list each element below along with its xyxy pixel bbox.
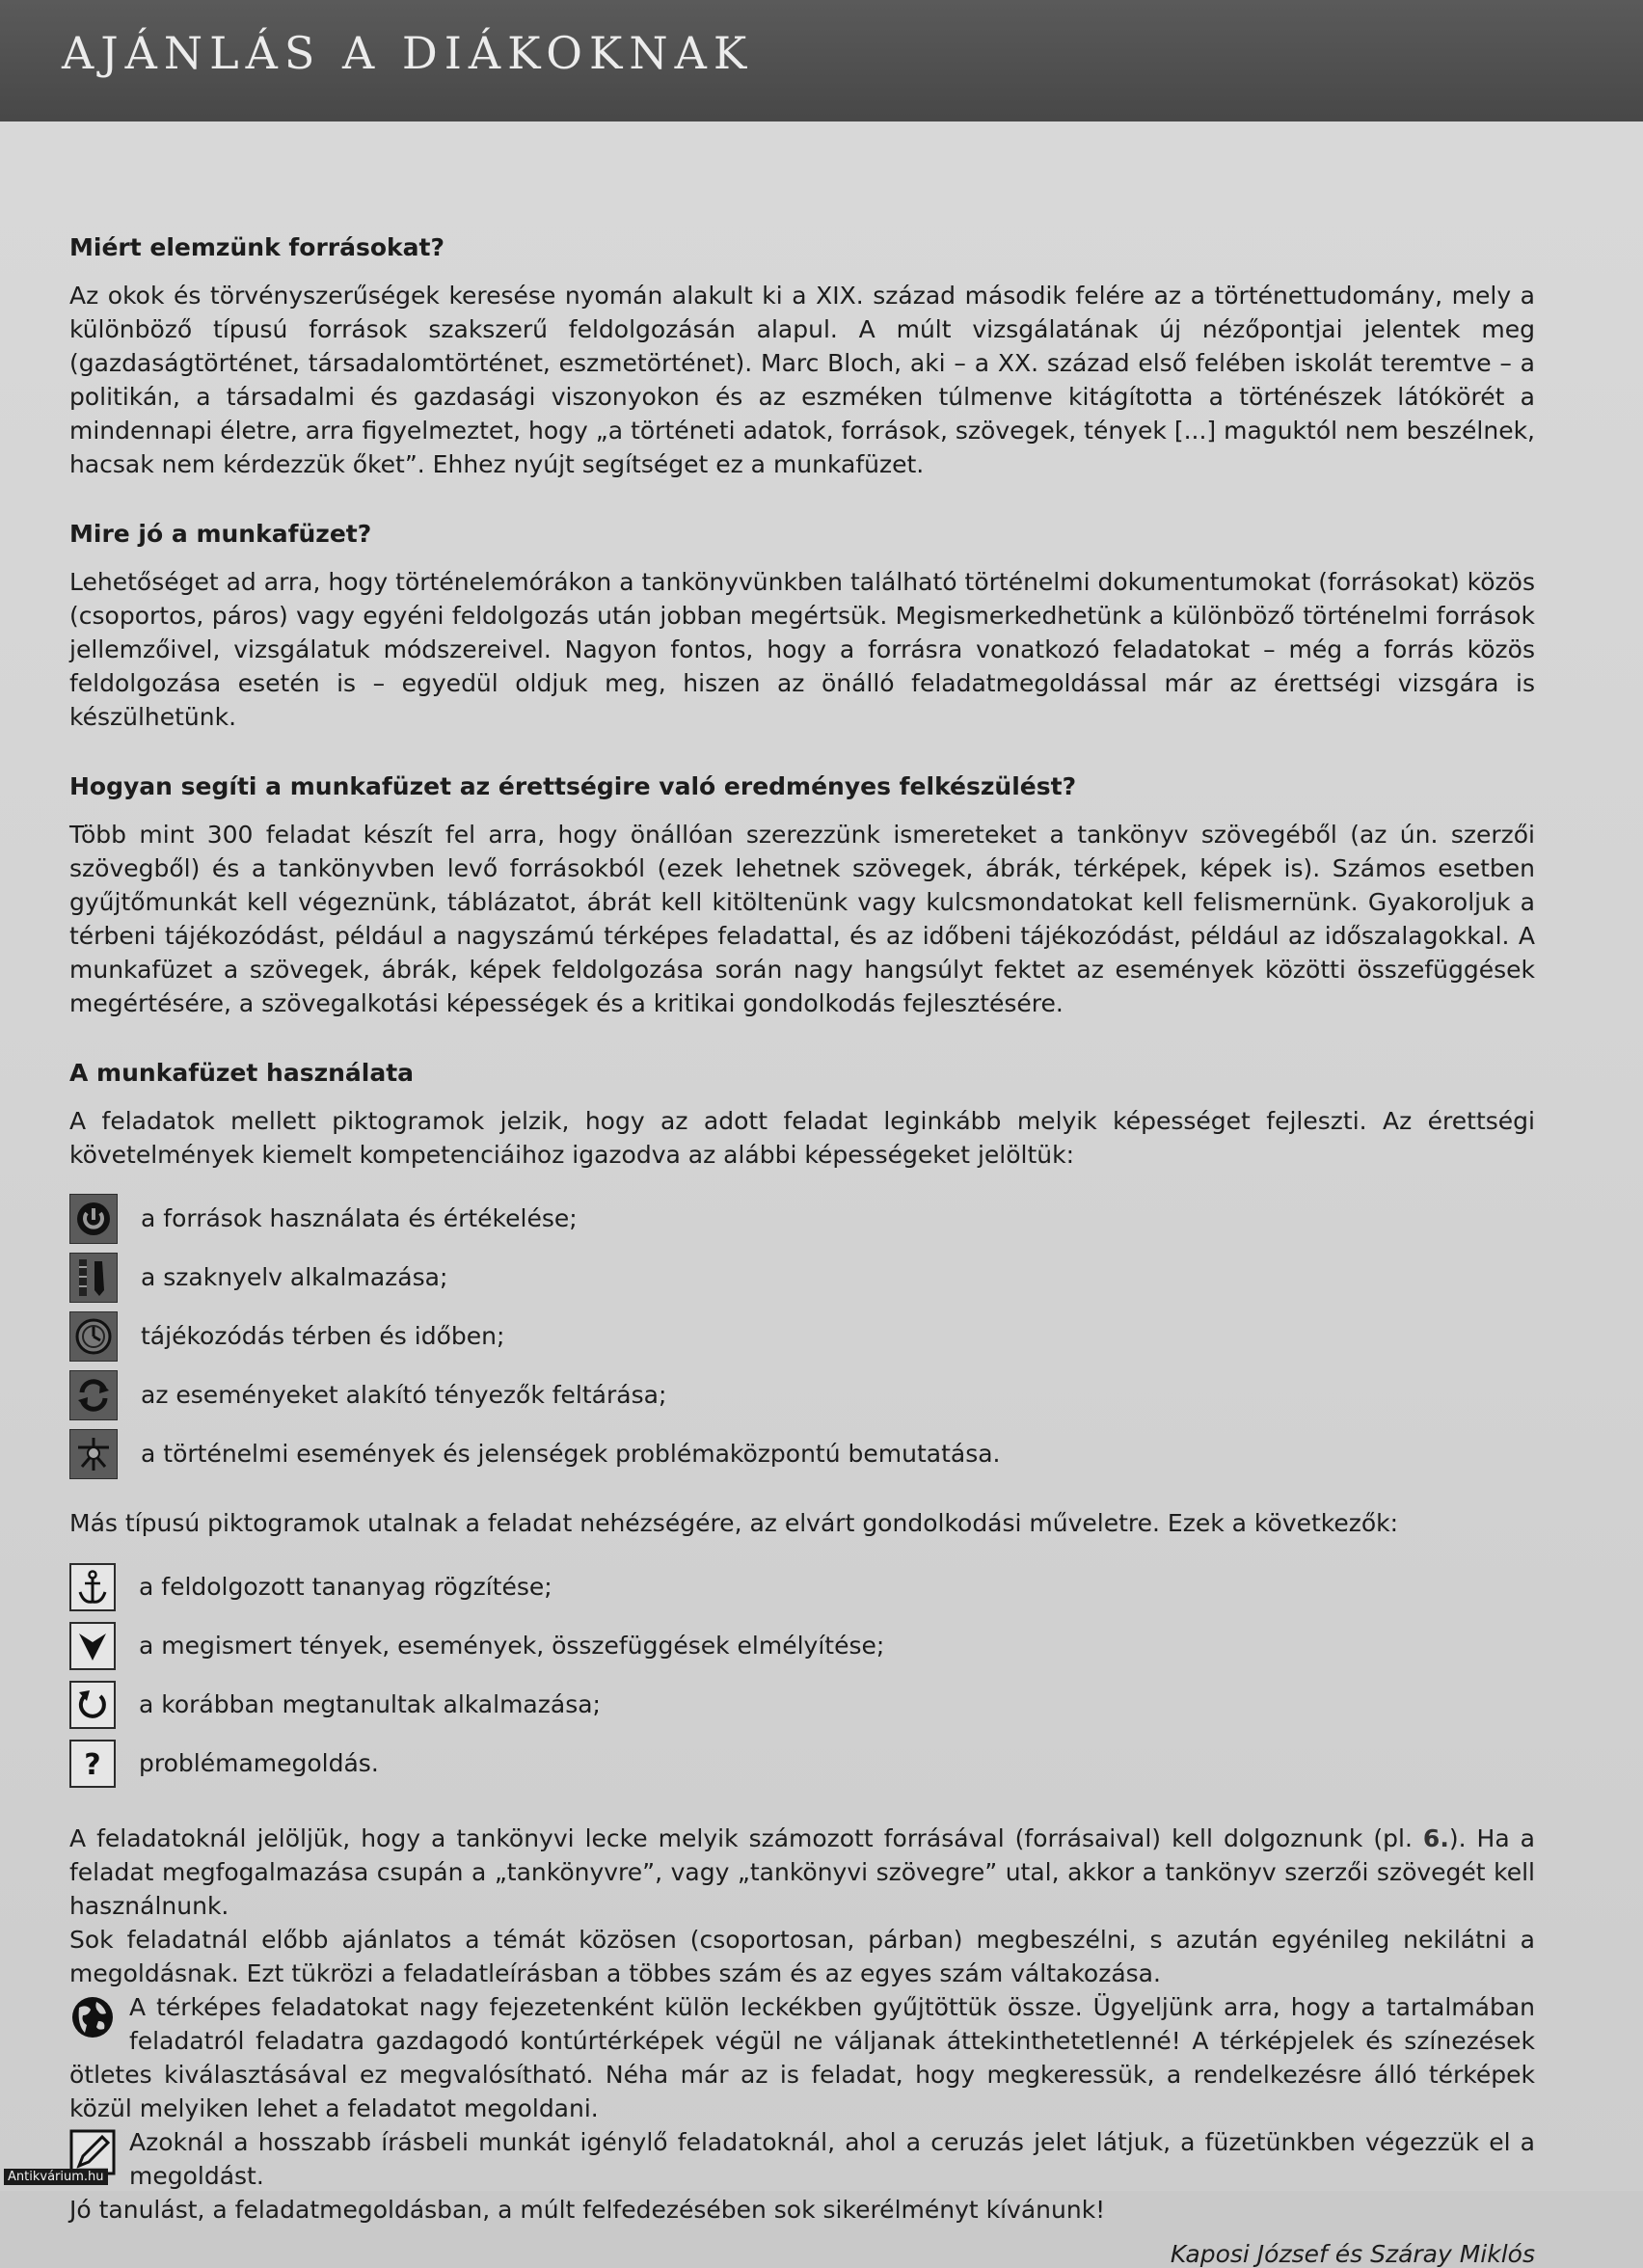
skill-label: a források használata és értékelése; bbox=[141, 1204, 578, 1232]
list-item bbox=[69, 1557, 1535, 1616]
refresh-icon bbox=[69, 1681, 116, 1729]
clock-compass-icon bbox=[69, 1311, 118, 1362]
arrow-down-icon bbox=[69, 1622, 116, 1670]
section-what-for bbox=[69, 520, 1535, 734]
authors-signature: Kaposi József és Száray Miklós bbox=[1170, 2240, 1535, 2268]
cycle-arrows-icon bbox=[69, 1370, 118, 1420]
section-why-sources bbox=[69, 233, 1535, 481]
pen-ruler-icon bbox=[69, 1253, 118, 1303]
section-heading: Hogyan segíti a munkafüzet az érettségire való eredményes felkészülést? bbox=[69, 772, 1077, 800]
globe-icon bbox=[69, 1994, 116, 2040]
header-bar bbox=[0, 0, 1643, 125]
list-item bbox=[69, 1365, 1535, 1424]
section-heading: Mire jó a munkafüzet? bbox=[69, 520, 372, 548]
svg-text:?: ? bbox=[84, 1747, 101, 1781]
note-group-work: Sok feladatnál előbb ajánlatos a témát közösen (csoportosan, párban) megbeszélni, s azután egyénileg nekilátni a megoldásnak. Ezt tükrözi a feladatleírásban a többes szám és az egyes szám váltakozása. bbox=[69, 1926, 1535, 1987]
note-source-numbers: A feladatoknál jelöljük, hogy a tankönyvi lecke melyik számozott forrásával (forrásaival) kell dolgoznunk (pl. 6.). Ha a feladat megfogalmazása csupán a „tankönyvre”, vagy „tankönyvi szövegre” utal, akkor a tankönyv szerzői szövegét kell használnunk. bbox=[69, 1824, 1535, 1920]
note-pencil: Azoknál a hosszabb írásbeli munkát igénylő feladatoknál, ahol a ceruzás jelet látjuk, a füzetünkben végezzük el a megoldást. bbox=[69, 2125, 1535, 2193]
skill-label: az eseményeket alakító tényezők feltárása; bbox=[141, 1381, 667, 1409]
list-item bbox=[69, 1189, 1535, 1248]
page-title: AJÁNLÁS A DIÁKOKNAK bbox=[62, 27, 754, 79]
section-text: Az okok és törvényszerűségek keresése nyomán alakult ki a XIX. század második felére az a történettudomány, mely a különböző típusú források szakszerű feldolgozásán alapul. A múlt vizsgálatának új nézőpontjai jelentek meg (gazdaságtörténet, társadalomtörténet, eszmetörténet). Marc Bloch, aki – a XX. század első felében iskolát teremtve – a politikán, a társadalmi és gazdasági viszonyokon és az eszméken túlmenve kitágította a történészek látókörét a mindennapi életre, arra figyelmeztet, hogy „a történeti adatok, források, szövegek, tények [...] maguktól nem beszélnek, hacsak nem kérdezzük őket”. Ehhez nyújt segítséget ez a munkafüzet. bbox=[69, 282, 1535, 478]
skill-pictogram-list bbox=[69, 1189, 1535, 1483]
section-exam-prep bbox=[69, 772, 1535, 1020]
skill-label: tájékozódás térben és időben; bbox=[141, 1322, 505, 1350]
section-heading: Miért elemzünk forrásokat? bbox=[69, 233, 444, 261]
list-item bbox=[69, 1307, 1535, 1365]
list-item bbox=[69, 1424, 1535, 1483]
note-closing-wish: Jó tanulást, a feladatmegoldásban, a múlt felfedezésében sok sikerélményt kívánunk! bbox=[69, 2196, 1106, 2224]
usage-intro: A feladatok mellett piktogramok jelzik, hogy az adott feladat leginkább melyik képességet fejleszti. Az érettségi követelmények kiemelt kompetenciáihoz igazodva az alábbi képességeket jelöltük: bbox=[69, 1107, 1535, 1169]
level-label: a korábban megtanultak alkalmazása; bbox=[139, 1690, 601, 1718]
list-item bbox=[69, 1734, 1535, 1793]
content bbox=[69, 233, 1535, 2268]
level-label: a megismert tények, események, összefüggések elmélyítése; bbox=[139, 1632, 885, 1660]
level-pictogram-list bbox=[69, 1557, 1535, 1793]
section-text: Lehetőséget ad arra, hogy történelemórákon a tankönyvünkben található történelmi dokumentumokat (forrásokat) közös (csoportos, páros) vagy egyéni feldolgozás után jobban megértsük. Megismerkedhetünk a különböző történelmi források jellemzőivel, vizsgálatuk módszereivel. Nagyon fontos, hogy a forrásra vonatkozó feladatokat – még a forrás közös feldolgozása esetén is – egyedül oldjuk meg, hiszen az önálló feladatmegoldással már az érettségi vizsgára is készülhetünk. bbox=[69, 568, 1535, 731]
usage-intro-levels: Más típusú piktogramok utalnak a feladat nehézségére, az elvárt gondolkodási műveletre. Ezek a következők: bbox=[69, 1509, 1399, 1537]
closing-notes bbox=[69, 1822, 1535, 2268]
level-label: problémamegoldás. bbox=[139, 1749, 379, 1777]
power-icon bbox=[69, 1194, 118, 1244]
watermark: Antikvárium.hu bbox=[4, 2169, 108, 2185]
skill-label: a történelmi események és jelenségek problémaközpontú bemutatása. bbox=[141, 1440, 1001, 1468]
anchor-icon bbox=[69, 1563, 116, 1611]
list-item bbox=[69, 1616, 1535, 1675]
skill-label: a szaknyelv alkalmazása; bbox=[141, 1263, 448, 1291]
list-item bbox=[69, 1248, 1535, 1307]
network-icon bbox=[69, 1429, 118, 1479]
list-item bbox=[69, 1675, 1535, 1734]
section-heading: A munkafüzet használata bbox=[69, 1059, 415, 1087]
question-icon bbox=[69, 1740, 116, 1788]
level-label: a feldolgozott tananyag rögzítése; bbox=[139, 1573, 552, 1601]
section-usage bbox=[69, 1059, 1535, 1793]
note-maps: A térképes feladatokat nagy fejezetenként külön leckékben gyűjtöttük össze. Ügyeljünk arra, hogy a tartalmában feladatról feladatra gazdagodó kontúrtérképek végül ne váljanak áttekinthetetlenné! A térképjelek és színezések ötletes kiválasztásával ez megvalósítható. Néha már az is feladat, hogy megkeressük, a rendelkezésre álló térképek közül melyiken lehet a feladatot megoldani. bbox=[69, 1993, 1535, 2122]
section-text: Több mint 300 feladat készít fel arra, hogy önállóan szerezzünk ismereteket a tankönyv szövegéből (az ún. szerzői szövegből) és a tankönyvben levő forrásokból (ezek lehetnek szövegek, ábrák, térképek, képek is). Számos esetben gyűjtőmunkát kell végeznünk, táblázatot, ábrát kell kitöltenünk vagy kulcsmondatokat kell felismernünk. Gyakoroljuk a térbeni tájékozódást, például a nagyszámú térképes feladattal, és az időbeni tájékozódást, például az időszalagokkal. A munkafüzet a szövegek, ábrák, képek feldolgozása során nagy hangsúlyt fektet az események közötti összefüggések megértésére, a szövegalkotási képességek és a kritikai gondolkodás fejlesztésére. bbox=[69, 821, 1535, 1017]
